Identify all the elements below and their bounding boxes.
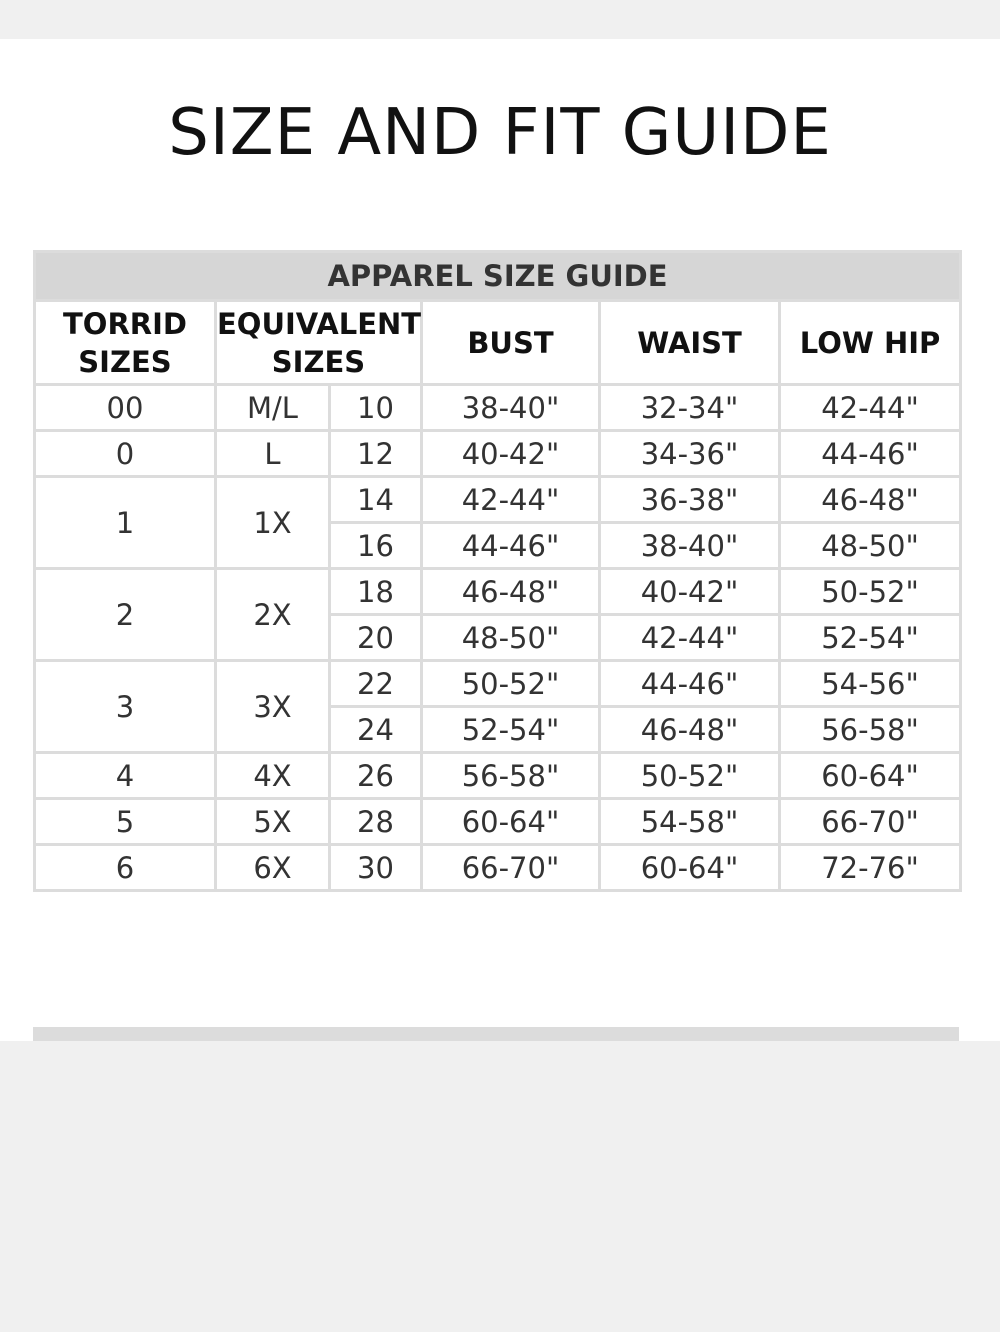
low-hip-value: 66-70" (780, 799, 961, 845)
letter-size: 2X (216, 569, 330, 661)
waist-value: 38-40" (600, 523, 780, 569)
bust-value: 44-46" (422, 523, 600, 569)
torrid-size: 4 (35, 753, 216, 799)
waist-value: 46-48" (600, 707, 780, 753)
torrid-size: 00 (35, 385, 216, 431)
table-row (35, 845, 961, 891)
page-title: SIZE AND FIT GUIDE (168, 96, 832, 170)
table-row (35, 569, 961, 615)
waist-value: 54-58" (600, 799, 780, 845)
bust-value: 52-54" (422, 707, 600, 753)
numeric-size: 16 (330, 523, 422, 569)
letter-size: 6X (216, 845, 330, 891)
bust-value: 50-52" (422, 661, 600, 707)
waist-value: 34-36" (600, 431, 780, 477)
waist-value: 40-42" (600, 569, 780, 615)
bust-value: 40-42" (422, 431, 600, 477)
low-hip-value: 54-56" (780, 661, 961, 707)
letter-size: 5X (216, 799, 330, 845)
waist-value: 36-38" (600, 477, 780, 523)
letter-size: 4X (216, 753, 330, 799)
next-section-strip (33, 1027, 959, 1041)
letter-size: L (216, 431, 330, 477)
low-hip-value: 50-52" (780, 569, 961, 615)
torrid-size: 5 (35, 799, 216, 845)
numeric-size: 24 (330, 707, 422, 753)
torrid-size: 6 (35, 845, 216, 891)
table-row (35, 431, 961, 477)
table-header-row (35, 301, 961, 385)
bust-value: 66-70" (422, 845, 600, 891)
low-hip-value: 56-58" (780, 707, 961, 753)
letter-size: M/L (216, 385, 330, 431)
waist-value: 32-34" (600, 385, 780, 431)
torrid-size: 1 (35, 477, 216, 569)
numeric-size: 26 (330, 753, 422, 799)
numeric-size: 20 (330, 615, 422, 661)
table-row (35, 385, 961, 431)
waist-value: 50-52" (600, 753, 780, 799)
torrid-size: 2 (35, 569, 216, 661)
table-row (35, 799, 961, 845)
numeric-size: 30 (330, 845, 422, 891)
bust-value: 38-40" (422, 385, 600, 431)
waist-value: 60-64" (600, 845, 780, 891)
letter-size: 3X (216, 661, 330, 753)
waist-value: 42-44" (600, 615, 780, 661)
torrid-size: 0 (35, 431, 216, 477)
apparel-size-table (33, 250, 962, 892)
low-hip-value: 42-44" (780, 385, 961, 431)
low-hip-value: 44-46" (780, 431, 961, 477)
bust-value: 60-64" (422, 799, 600, 845)
table-row (35, 753, 961, 799)
header-low-hip: LOW HIP (780, 301, 961, 385)
bust-value: 46-48" (422, 569, 600, 615)
low-hip-value: 52-54" (780, 615, 961, 661)
numeric-size: 10 (330, 385, 422, 431)
header-torrid-sizes: TORRID SIZES (35, 301, 216, 385)
bust-value: 56-58" (422, 753, 600, 799)
low-hip-value: 46-48" (780, 477, 961, 523)
numeric-size: 22 (330, 661, 422, 707)
low-hip-value: 48-50" (780, 523, 961, 569)
numeric-size: 28 (330, 799, 422, 845)
header-equivalent-sizes: EQUIVALENT SIZES (216, 301, 422, 385)
table-row (35, 477, 961, 523)
bust-value: 42-44" (422, 477, 600, 523)
numeric-size: 18 (330, 569, 422, 615)
waist-value: 44-46" (600, 661, 780, 707)
torrid-size: 3 (35, 661, 216, 753)
letter-size: 1X (216, 477, 330, 569)
numeric-size: 14 (330, 477, 422, 523)
numeric-size: 12 (330, 431, 422, 477)
low-hip-value: 60-64" (780, 753, 961, 799)
table-row (35, 661, 961, 707)
header-bust: BUST (422, 301, 600, 385)
header-waist: WAIST (600, 301, 780, 385)
bust-value: 48-50" (422, 615, 600, 661)
low-hip-value: 72-76" (780, 845, 961, 891)
table-caption: APPAREL SIZE GUIDE (35, 252, 961, 301)
